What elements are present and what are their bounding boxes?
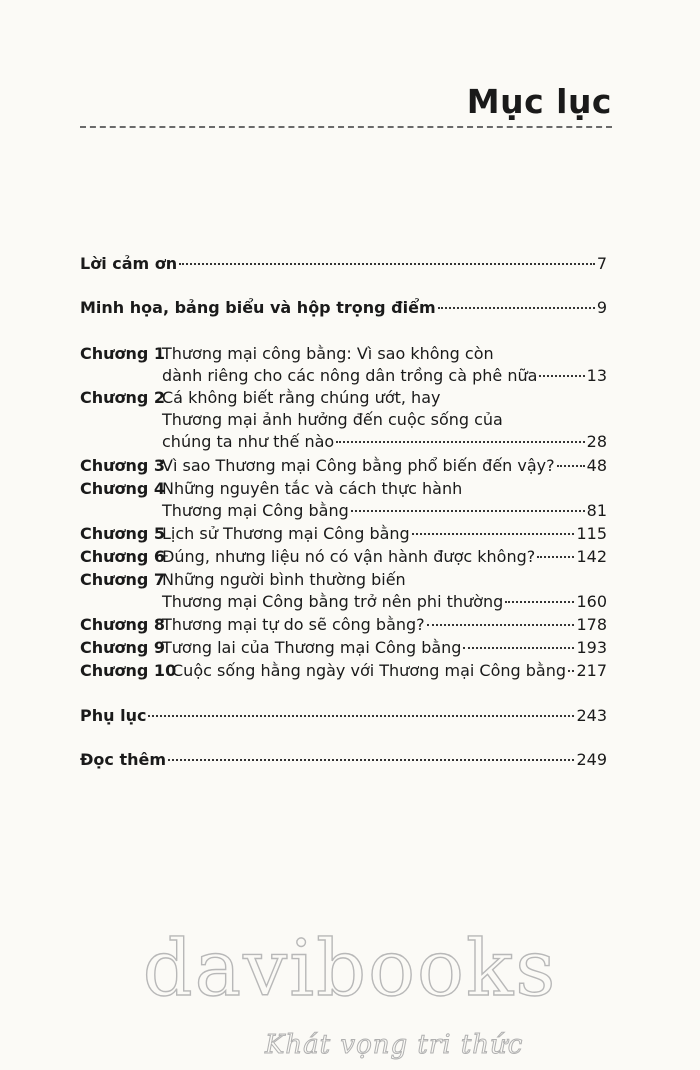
title-dashed-rule	[80, 126, 612, 128]
toc-entry-chapter-2[interactable]	[80, 387, 607, 453]
toc-page-number: 7	[596, 254, 607, 273]
dot-leader	[463, 647, 574, 649]
dot-leader	[427, 624, 575, 626]
chapter-title-line: Tương lai của Thương mại Công bằng	[162, 638, 462, 657]
dot-leader	[336, 441, 584, 443]
dot-leader	[537, 556, 574, 558]
chapter-title-line: Cuộc sống hằng ngày với Thương mại Công bằng	[172, 661, 567, 680]
chapter-label: Chương 6	[80, 547, 166, 566]
chapter-title-line: Những nguyên tắc và cách thực hành	[162, 479, 463, 498]
chapter-title-line: dành riêng cho các nông dân trồng cà phê nữa	[162, 366, 538, 385]
chapter-label: Chương 3	[80, 456, 166, 475]
chapter-label: Chương 2	[80, 388, 166, 407]
toc-entry-acknowledgements[interactable]	[80, 253, 607, 275]
chapter-label: Chương 5	[80, 524, 166, 543]
chapter-label: Chương 7	[80, 570, 166, 589]
chapter-title-line: Lịch sử Thương mại Công bằng	[162, 524, 410, 543]
chapter-title-line: Thương mại ảnh hưởng đến cuộc sống của	[162, 410, 503, 429]
toc-entry-chapter-4[interactable]	[80, 478, 607, 522]
chapter-title-line: Đúng, nhưng liệu nó có vận hành được không?	[162, 547, 536, 566]
toc-entry-title: Minh họa, bảng biểu và hộp trọng điểm	[80, 298, 436, 317]
toc-entry-chapter-3[interactable]	[80, 455, 607, 477]
dot-leader	[438, 307, 595, 309]
page-title: Mục lục	[466, 82, 612, 121]
chapter-label: Chương 9	[80, 638, 166, 657]
toc-page-number: 243	[576, 706, 607, 725]
toc-page-number: 48	[586, 456, 607, 475]
dot-leader	[568, 670, 574, 672]
toc-page-number: 142	[576, 547, 607, 566]
chapter-title-line: Vì sao Thương mại Công bằng phổ biến đến vậy?	[162, 456, 555, 475]
toc-entry-title: Đọc thêm	[80, 750, 167, 769]
chapter-title-line: chúng ta như thế nào	[162, 432, 335, 451]
toc-page-number: 9	[596, 298, 607, 317]
dot-leader	[168, 759, 574, 761]
toc-entry-title: Lời cảm ơn	[80, 254, 178, 273]
toc-entry-title: Phụ lục	[80, 706, 147, 725]
chapter-label: Chương 4	[80, 479, 166, 498]
chapter-title-line: Cá không biết rằng chúng ướt, hay	[162, 388, 441, 407]
watermark-tagline: Khát vọng tri thức	[265, 1030, 524, 1060]
toc-entry-chapter-9[interactable]	[80, 637, 607, 659]
toc-entry-appendix[interactable]	[80, 705, 607, 727]
toc-page-number: 178	[576, 615, 607, 634]
toc-entry-chapter-6[interactable]	[80, 546, 607, 568]
dot-leader	[351, 510, 585, 512]
chapter-label: Chương 8	[80, 615, 166, 634]
toc-entry-illustrations[interactable]	[80, 297, 607, 319]
dot-leader	[148, 715, 574, 717]
toc-entry-chapter-8[interactable]	[80, 614, 607, 636]
chapter-title-line: Những người bình thường biến	[162, 570, 406, 589]
toc-page-number: 13	[586, 366, 607, 385]
chapter-title-line: Thương mại tự do sẽ công bằng?	[162, 615, 425, 634]
chapter-label: Chương 1	[80, 344, 166, 363]
dot-leader	[557, 465, 585, 467]
toc-page-number: 28	[586, 432, 607, 451]
toc-entry-chapter-1[interactable]	[80, 343, 607, 387]
chapter-title-line: Thương mại Công bằng trở nên phi thường	[162, 592, 504, 611]
chapter-title-line: Thương mại công bằng: Vì sao không còn	[162, 344, 494, 363]
dot-leader	[412, 533, 575, 535]
dot-leader	[179, 263, 595, 265]
chapter-label: Chương 10	[80, 661, 177, 680]
toc-page-number: 193	[576, 638, 607, 657]
dot-leader	[505, 601, 574, 603]
toc-entry-further-reading[interactable]	[80, 749, 607, 771]
watermark-brand: davibooks	[142, 924, 558, 1014]
toc-entry-chapter-10[interactable]	[80, 660, 607, 682]
chapter-title-line: Thương mại Công bằng	[162, 501, 349, 520]
toc-page-number: 115	[576, 524, 607, 543]
toc-page-number: 81	[586, 501, 607, 520]
toc-entry-chapter-7[interactable]	[80, 569, 607, 613]
toc-entry-chapter-5[interactable]	[80, 523, 607, 545]
toc-page-number: 160	[576, 592, 607, 611]
toc-page-number: 249	[576, 750, 607, 769]
toc-page-number: 217	[576, 661, 607, 680]
dot-leader	[539, 375, 584, 377]
